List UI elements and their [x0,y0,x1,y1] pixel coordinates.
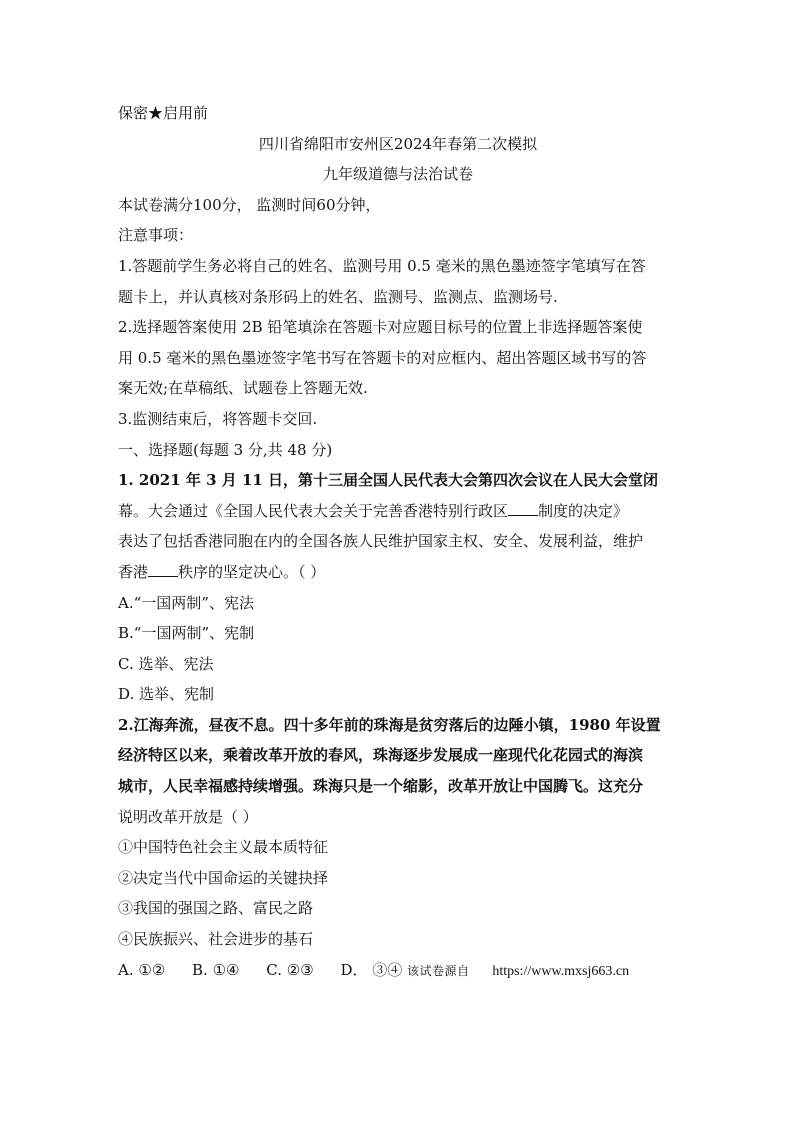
note-1-line-1: 1.答题前学生务必将自己的姓名、监测号用 0.5 毫米的黑色墨迹签字笔填写在答 [118,256,646,275]
notice-title: 注意事项： [118,226,194,245]
q1-option-a: A.“一国两制”、宪法 [118,593,254,612]
q2-option-c: C. ②③ [266,960,314,979]
q1-option-c: C. 选举、宪法 [118,654,214,673]
score-time-info: 本试卷满分100分， 监测时间60分钟， [118,195,381,214]
q1-line-2-part-b: 制度的决定》 [538,501,629,520]
q2-line-2: 经济特区以来，乘着改革开放的春风，珠海逐步发展成一座现代化花园式的海滨 [118,746,644,765]
q2-item-3: ③我国的强国之路、富民之路 [118,899,314,918]
q2-line-1: 2.江海奔流，昼夜不息。四十多年前的珠海是贫穷落后的边陲小镇，1980 年设置 [118,715,661,734]
q2-item-4: ④民族振兴、社会进步的基石 [118,930,314,949]
q2-option-a: A. ①② [118,960,166,979]
q1-option-d: D. 选举、宪制 [118,685,215,704]
q1-line-4-part-a: 香港 [118,562,149,581]
note-1-line-2: 题卡上，并认真核对条形码上的姓名、监测号、监测点、监测场号. [118,287,558,306]
confidential-label: 保密★启用前 [118,104,209,122]
note-3: 3.监测结束后，将答题卡交回. [118,409,318,428]
q1-line-2 [118,496,678,527]
section-1-heading: 一、选择题(每题 3 分,共 48 分) [118,440,333,459]
q1-blank-2 [148,562,178,577]
q2-line-4: 说明改革开放是（ ） [118,807,258,826]
q2-option-b: B. ①④ [192,960,240,979]
q2-option-d: D． ③④ [340,960,403,979]
exam-subtitle: 九年级道德与法治试卷 [322,165,473,184]
q1-blank-1 [508,501,538,516]
source-url: https://www.mxsj663.cn [492,963,630,979]
exam-title: 四川省绵阳市安州区2024年春第二次模拟 [258,134,538,153]
source-note: 该试卷源自 [407,963,470,978]
q2-line-3: 城市，人民幸福感持续增强。珠海只是一个缩影，改革开放让中国腾飞。这充分 [118,777,644,796]
q1-option-b: B.“一国两制”、宪制 [118,624,255,643]
q1-line-4-part-b: 秩序的坚定决心。（ ） [178,562,326,581]
q2-item-1: ①中国特色社会主义最本质特征 [118,838,329,857]
q1-line-4 [118,557,678,588]
exam-content [118,98,678,985]
q2-options [118,955,678,986]
note-2-line-2: 用 0.5 毫米的黑色墨迹签字笔书写在答题卡的对应框内、超出答题区域书写的答 [118,348,647,367]
note-2-line-3: 案无效;在草稿纸、试题卷上答题无效. [118,379,368,398]
q1-line-1: 1. 2021 年 3 月 11 日，第十三届全国人民代表大会第四次会议在人民大会堂闭 [118,471,659,490]
q1-line-2-part-a: 幕。大会通过《全国人民代表大会关于完善香港特别行政区 [118,501,509,520]
q2-item-2: ②决定当代中国命运的关键抉择 [118,868,329,887]
q1-line-3: 表达了包括香港同胞在内的全国各族人民维护国家主权、安全、发展利益，维护 [118,532,644,551]
note-2-line-1: 2.选择题答案使用 2B 铅笔填涂在答题卡对应题目标号的位置上非选择题答案使 [118,318,643,337]
